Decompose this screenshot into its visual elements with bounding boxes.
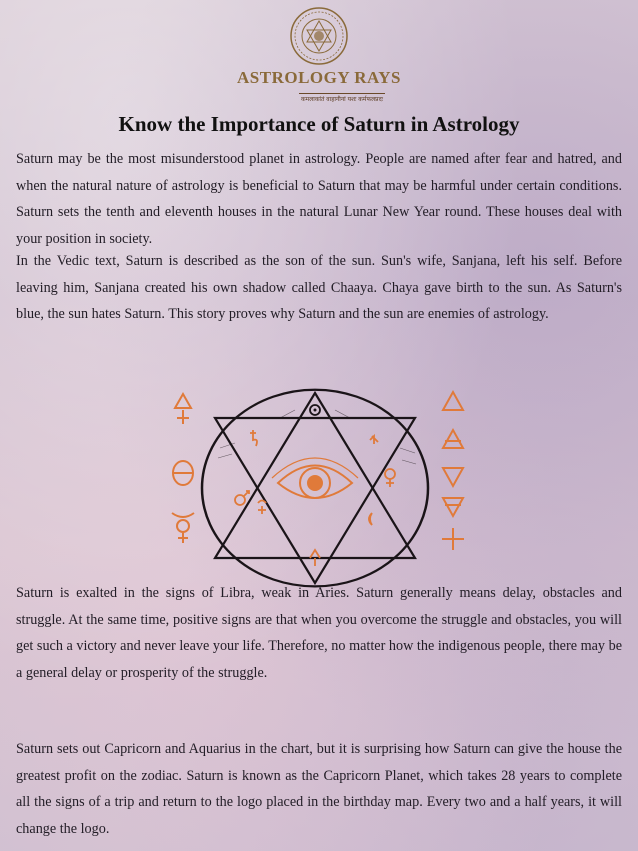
- paragraph-2: In the Vedic text, Saturn is described as the son of the sun. Sun's wife, Sanjana, left his self. Before leaving him, Sanjana created his own shadow called Chaaya. Chaya gave birth to the sun. As Saturn's blue, the sun hates Saturn. This story proves why Saturn and the sun are enemies of astrology.: [16, 253, 622, 322]
- brand-tagline: कमलाकांतं वाहानीनां यशः कर्मफलप्रदः: [299, 93, 385, 103]
- alchemy-triangles-icon: [442, 392, 464, 550]
- brand-name: ASTROLOGY RAYS: [237, 68, 401, 87]
- site-logo[interactable]: [0, 6, 638, 106]
- paragraph-1: Saturn may be the most misunderstood planet in astrology. People are named after fear and hatred, and when the natural nature of astrology is beneficial to Saturn that may be harmful under certain conditions. Saturn sets the tenth and eleventh houses in the natural Lunar New Year round. These houses deal with your position in society.: [16, 151, 622, 247]
- left-alchemy-symbols: [172, 394, 194, 543]
- paragraph-3: Saturn is exalted in the signs of Libra, weak in Aries. Saturn generally means delay, obstacles and struggle. At the same time, positive signs are that when you overcome the struggle and obstacles, you will get such a victory and never leave your life. Therefore, no matter how the indigenous people, there may be a general delay or prosperity of the struggle.: [16, 585, 622, 681]
- saturn-hexagram-diagram: [160, 388, 480, 588]
- eye-icon: [272, 458, 358, 498]
- paragraph-4: Saturn sets out Capricorn and Aquarius in the chart, but it is surprising how Saturn can give the house the greatest profit on the zodiac. Saturn is known as the Capricorn Planet, which takes 28 years to complete all the signs of a trip and return to the logo placed in the birthday map. Every two and a half years, it will change the logo.: [16, 741, 622, 837]
- logo-emblem-icon: [289, 6, 349, 66]
- page-title: Know the Importance of Saturn in Astrology: [118, 112, 520, 136]
